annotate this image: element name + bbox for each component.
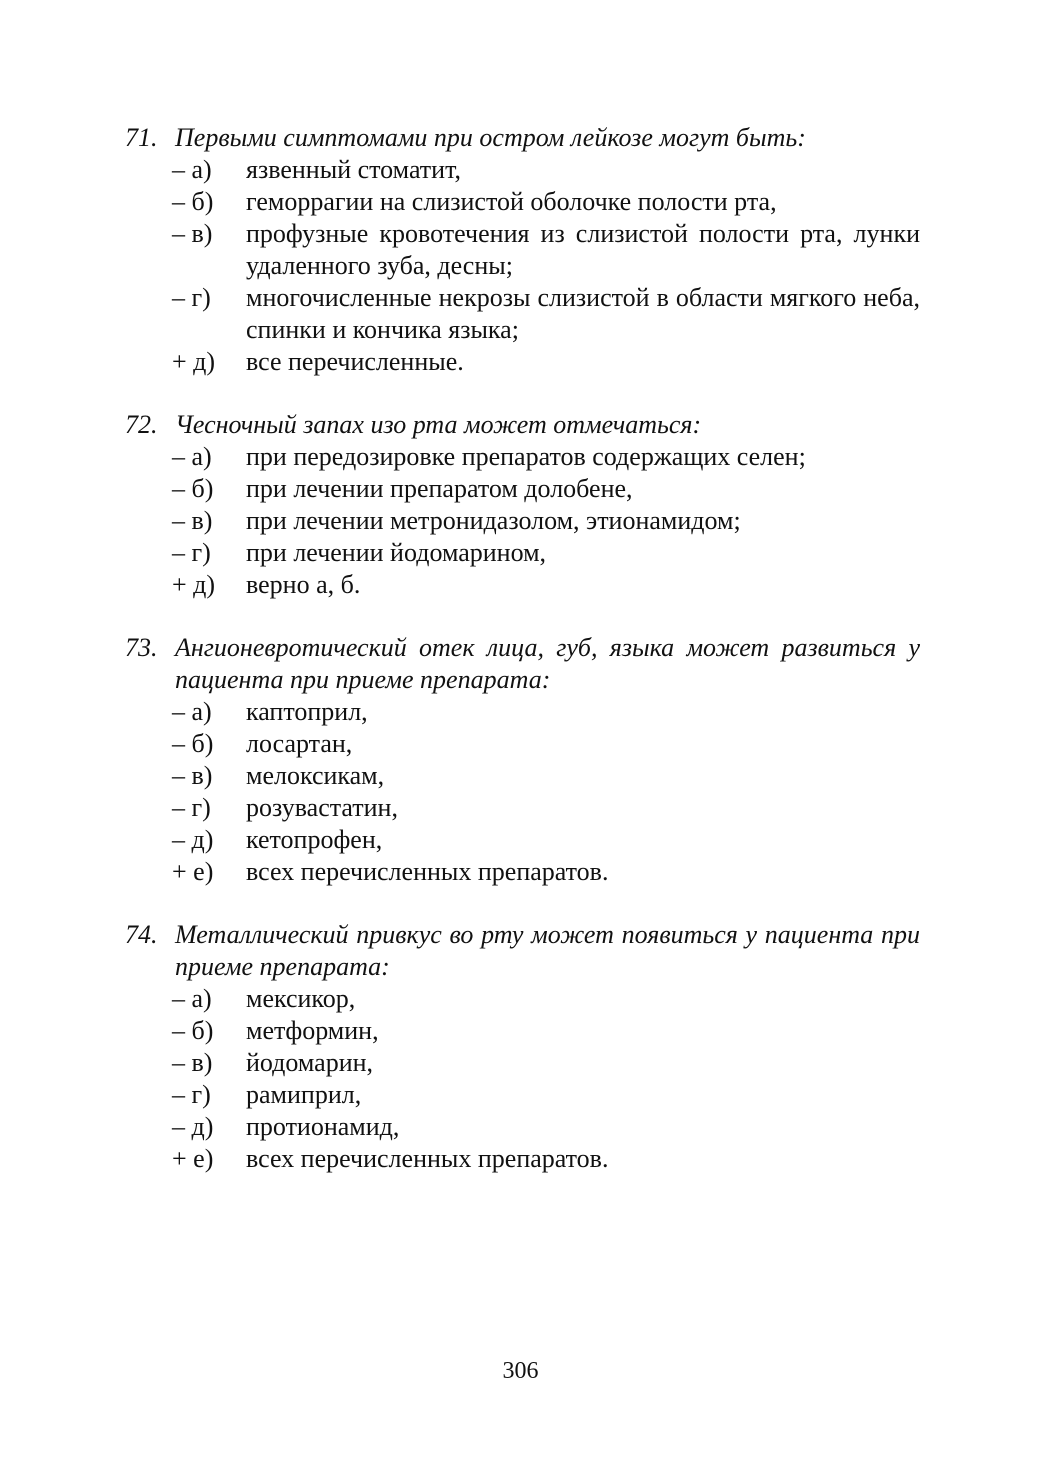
answer-option bbox=[125, 696, 920, 728]
answer-text: при лечении йодомарином, bbox=[246, 538, 547, 567]
question-74 bbox=[125, 919, 920, 1175]
answer-marker: – а) bbox=[172, 155, 212, 184]
answer-option bbox=[125, 1079, 920, 1111]
answer-text: мелоксикам, bbox=[246, 761, 385, 790]
question-text: Первыми симптомами при остром лейкозе могут быть: bbox=[175, 123, 806, 152]
question-73 bbox=[125, 632, 920, 888]
answer-option bbox=[125, 1047, 920, 1079]
answer-marker: + е) bbox=[172, 1144, 214, 1173]
answer-marker: – в) bbox=[172, 1048, 213, 1077]
question-text: Металлический привкус во рту может появиться у пациента при приеме препарата: bbox=[175, 920, 920, 981]
question-text: Ангионевротический отек лица, губ, языка может развиться у пациента при приеме препарата: bbox=[175, 633, 920, 694]
answer-marker: + е) bbox=[172, 857, 214, 886]
question-text: Чесночный запах изо рта может отмечаться: bbox=[175, 410, 702, 439]
answer-text: кетопрофен, bbox=[246, 825, 383, 854]
answer-text: всех перечисленных препаратов. bbox=[246, 1144, 609, 1173]
answer-text: розувастатин, bbox=[246, 793, 398, 822]
page-number: 306 bbox=[502, 1358, 539, 1384]
answer-option bbox=[125, 505, 920, 537]
answer-option bbox=[125, 728, 920, 760]
answer-text: рамиприл, bbox=[246, 1080, 362, 1109]
answer-text: при лечении метронидазолом, этионамидом; bbox=[246, 506, 741, 535]
answer-option bbox=[125, 346, 920, 378]
answer-option bbox=[125, 792, 920, 824]
answer-option bbox=[125, 441, 920, 473]
answer-text: каптоприл, bbox=[246, 697, 368, 726]
answer-text: при передозировке препаратов содержащих селен; bbox=[246, 442, 806, 471]
answer-marker: – в) bbox=[172, 761, 213, 790]
answer-marker: – г) bbox=[172, 1080, 211, 1109]
answer-option bbox=[125, 537, 920, 569]
answer-text: йодомарин, bbox=[246, 1048, 374, 1077]
answer-option bbox=[125, 824, 920, 856]
answer-marker: – б) bbox=[172, 729, 214, 758]
answer-marker: – в) bbox=[172, 219, 213, 248]
answer-text: протионамид, bbox=[246, 1112, 400, 1141]
question-title bbox=[125, 122, 920, 154]
answer-text: верно а, б. bbox=[246, 570, 361, 599]
answer-marker: – д) bbox=[172, 1112, 214, 1141]
question-number: 74. bbox=[125, 920, 158, 949]
question-number: 73. bbox=[125, 633, 158, 662]
answer-option bbox=[125, 1111, 920, 1143]
question-title bbox=[125, 919, 920, 983]
answer-option bbox=[125, 186, 920, 218]
answer-option bbox=[125, 473, 920, 505]
answer-option bbox=[125, 856, 920, 888]
question-number: 72. bbox=[125, 410, 158, 439]
answer-list bbox=[125, 154, 920, 378]
answer-option bbox=[125, 1143, 920, 1175]
answer-text: геморрагии на слизистой оболочке полости рта, bbox=[246, 187, 777, 216]
answer-text: профузные кровотечения из слизистой полости рта, лунки удаленного зуба, десны; bbox=[246, 219, 920, 280]
question-72 bbox=[125, 409, 920, 601]
answer-text: многочисленные некрозы слизистой в области мягкого неба, спинки и кончика языка; bbox=[246, 283, 920, 344]
answer-option bbox=[125, 983, 920, 1015]
question-title bbox=[125, 409, 920, 441]
answer-marker: + д) bbox=[172, 570, 216, 599]
question-title bbox=[125, 632, 920, 696]
answer-marker: – г) bbox=[172, 538, 211, 567]
answer-marker: – г) bbox=[172, 283, 211, 312]
answer-text: лосартан, bbox=[246, 729, 353, 758]
answer-list bbox=[125, 441, 920, 601]
answer-marker: – д) bbox=[172, 825, 214, 854]
answer-option bbox=[125, 282, 920, 346]
answer-text: все перечисленные. bbox=[246, 347, 464, 376]
answer-list bbox=[125, 696, 920, 888]
answer-option bbox=[125, 569, 920, 601]
answer-list bbox=[125, 983, 920, 1175]
answer-option bbox=[125, 760, 920, 792]
answer-option bbox=[125, 1015, 920, 1047]
answer-marker: – а) bbox=[172, 697, 212, 726]
question-71 bbox=[125, 122, 920, 378]
answer-text: мексикор, bbox=[246, 984, 356, 1013]
answer-text: язвенный стоматит, bbox=[246, 155, 461, 184]
answer-marker: – г) bbox=[172, 793, 211, 822]
answer-marker: – б) bbox=[172, 1016, 214, 1045]
answer-marker: – а) bbox=[172, 442, 212, 471]
answer-option bbox=[125, 218, 920, 282]
answer-text: метформин, bbox=[246, 1016, 379, 1045]
answer-text: всех перечисленных препаратов. bbox=[246, 857, 609, 886]
answer-marker: – в) bbox=[172, 506, 213, 535]
answer-marker: – а) bbox=[172, 984, 212, 1013]
question-number: 71. bbox=[125, 123, 158, 152]
answer-text: при лечении препаратом долобене, bbox=[246, 474, 633, 503]
answer-marker: – б) bbox=[172, 187, 214, 216]
answer-marker: + д) bbox=[172, 347, 216, 376]
answer-option bbox=[125, 154, 920, 186]
answer-marker: – б) bbox=[172, 474, 214, 503]
question-list bbox=[125, 122, 920, 1206]
